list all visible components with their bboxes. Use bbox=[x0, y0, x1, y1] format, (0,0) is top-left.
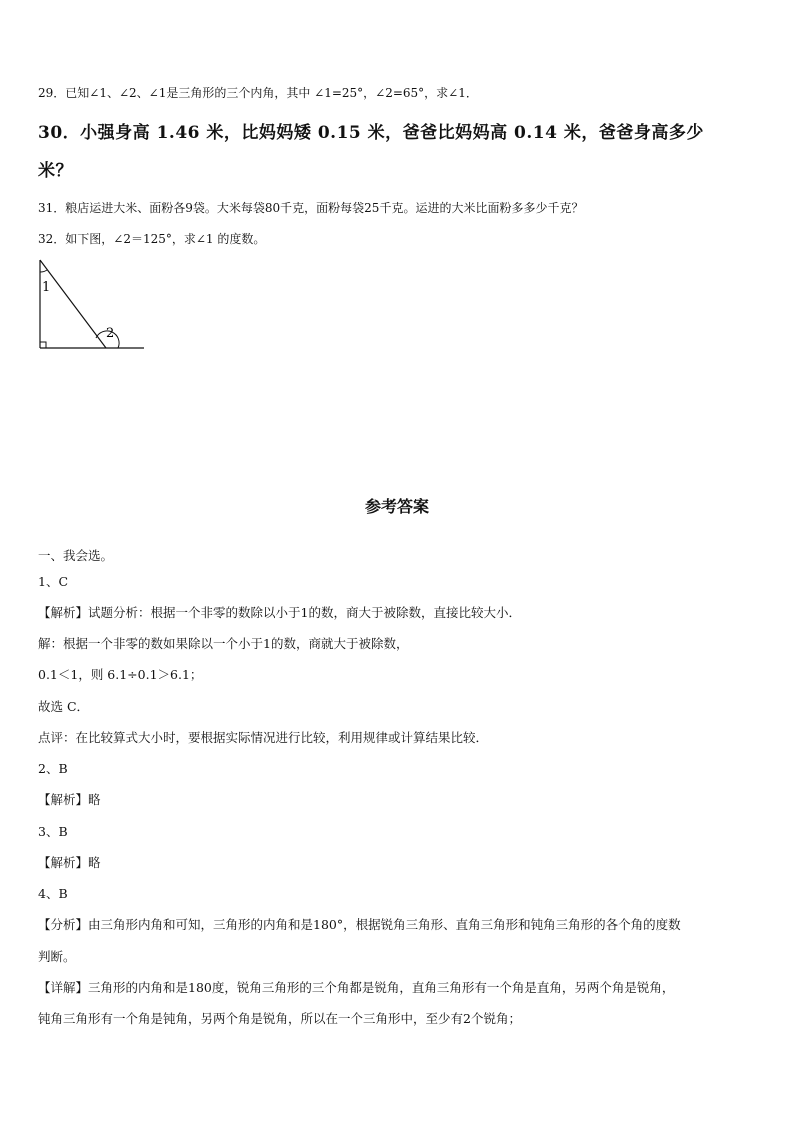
answer-line: 点评：在比较算式大小时，要根据实际情况进行比较，利用规律或计算结果比较． bbox=[38, 730, 489, 745]
question-32: 32．如下图，∠2＝125°，求∠1 的度数。 bbox=[38, 232, 266, 246]
answer-line: 2、B bbox=[38, 761, 68, 776]
angle-1-arc bbox=[40, 270, 47, 272]
answer-key-title: 参考答案 bbox=[364, 497, 429, 516]
question-30-line-2: 米？ bbox=[38, 161, 73, 181]
answer-section-heading: 一、我会选。 bbox=[38, 548, 114, 563]
answer-line: 【分析】由三角形内角和可知，三角形的内角和是180°，根据锐角三角形、直角三角形和钝角三角形的各个角的度数 bbox=[38, 917, 681, 932]
answer-line: 判断。 bbox=[38, 949, 76, 964]
angle-2-label: 2 bbox=[106, 326, 115, 341]
answer-line: 故选 C． bbox=[38, 699, 90, 714]
question-30-line-1: 30．小强身高 1.46 米，比妈妈矮 0.15 米，爸爸比妈妈高 0.14 米，爸爸身高多少 bbox=[38, 123, 704, 143]
right-angle-mark bbox=[40, 342, 46, 348]
answer-line: 【解析】略 bbox=[38, 792, 101, 807]
question-31: 31．粮店运进大米、面粉各9袋。大米每袋80千克，面粉每袋25千克。运进的大米比面粉多多少千克？ bbox=[38, 201, 584, 215]
answer-line: 【解析】试题分析：根据一个非零的数除以小于1的数，商大于被除数，直接比较大小． bbox=[38, 605, 521, 620]
answer-line: 【详解】三角形的内角和是180度，锐角三角形的三个角都是锐角，直角三角形有一个角是直角，另两个角是锐角， bbox=[38, 980, 675, 995]
right-triangle-figure bbox=[34, 256, 154, 356]
triangle-hypotenuse bbox=[40, 260, 106, 348]
angle-1-label: 1 bbox=[42, 280, 51, 295]
answer-line: 钝角三角形有一个角是钝角，另两个角是锐角，所以在一个三角形中，至少有2个锐角； bbox=[38, 1011, 521, 1026]
answer-line: 解：根据一个非零的数如果除以一个小于1的数，商就大于被除数， bbox=[38, 636, 409, 651]
answer-line: 4、B bbox=[38, 886, 68, 901]
answer-line: 1、C bbox=[38, 574, 69, 589]
answer-line: 3、B bbox=[38, 824, 68, 839]
answer-line: 0.1＜1，则 6.1÷0.1＞6.1； bbox=[38, 667, 203, 682]
question-29: 29．已知∠1、∠2、∠1是三角形的三个内角，其中 ∠1=25°，∠2=65°，求∠1． bbox=[38, 86, 478, 100]
answer-line: 【解析】略 bbox=[38, 855, 101, 870]
